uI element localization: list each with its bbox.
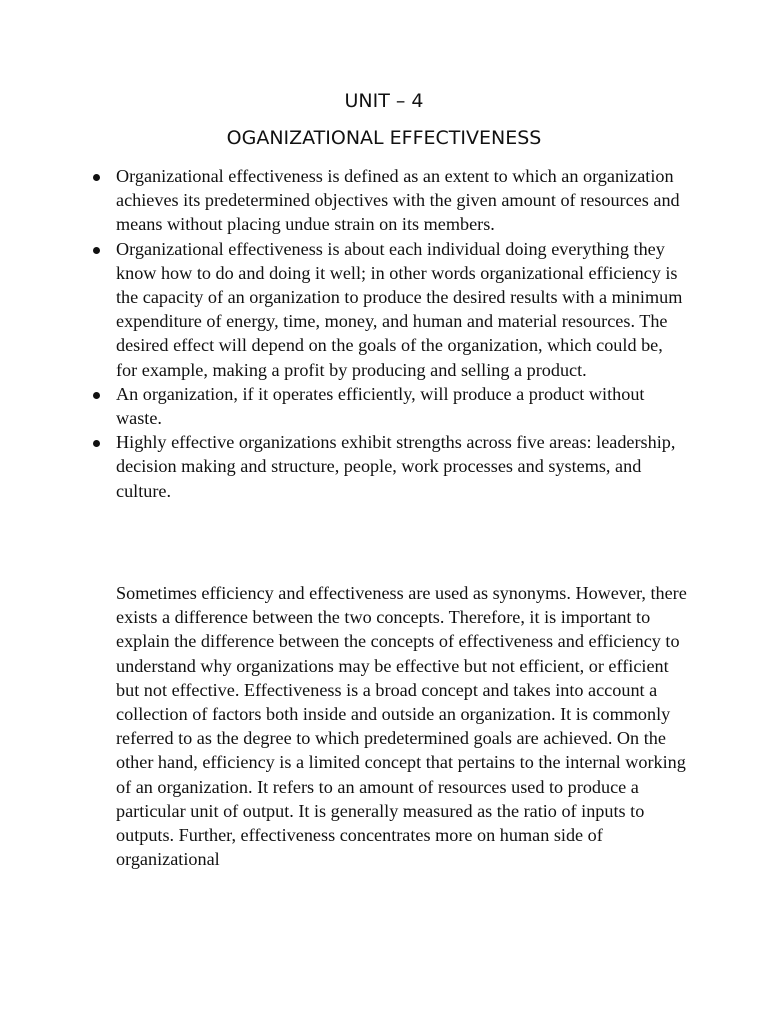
bullet-item <box>116 382 686 430</box>
bullet-icon <box>93 174 100 181</box>
bullet-text: Organizational effectiveness is about each individual doing everything they know how to do and doing it well; in other words organizational efficiency is the capacity of an organization to produce the desired results with a minimum expenditure of energy, time, money, and human and material resources. The desired effect will depend on the goals of the organization, which could be, for example, making a profit by producing and selling a product. <box>116 238 683 380</box>
bullet-icon <box>93 440 100 447</box>
bullet-item <box>116 237 686 382</box>
body-paragraph: Sometimes efficiency and effectiveness are used as synonyms. However, there exists a difference between the two concepts. Therefore, it is important to explain the difference between the concepts of effectiveness and efficiency to understand why organizations may be effective but not efficient, or efficient but not effective. Effectiveness is a broad concept and takes into account a collection of factors both inside and outside an organization. It is commonly referred to as the degree to which predetermined goals are achieved. On the other hand, efficiency is a limited concept that pertains to the internal working of an organization. It refers to an amount of resources used to produce a particular unit of output. It is generally measured as the ratio of inputs to outputs. Further, effectiveness concentrates more on human side of organizational <box>116 583 687 870</box>
bullet-list <box>116 164 686 503</box>
bullet-item <box>116 430 686 503</box>
bullet-icon <box>93 392 100 399</box>
bullet-text: Highly effective organizations exhibit strengths across five areas: leadership, decision making and structure, people, work processes and systems, and culture. <box>116 432 676 501</box>
bullet-text: An organization, if it operates efficiently, will produce a product without waste. <box>116 383 645 429</box>
bullet-text: Organizational effectiveness is defined as an extent to which an organization achieves its predetermined objectives with the given amount of resources and means without placing undue strain on its members. <box>116 166 680 235</box>
bullet-item <box>116 164 686 237</box>
page-title: OGANIZATIONAL EFFECTIVENESS <box>226 127 542 149</box>
bullet-icon <box>93 247 100 254</box>
unit-title: UNIT – 4 <box>344 90 424 112</box>
